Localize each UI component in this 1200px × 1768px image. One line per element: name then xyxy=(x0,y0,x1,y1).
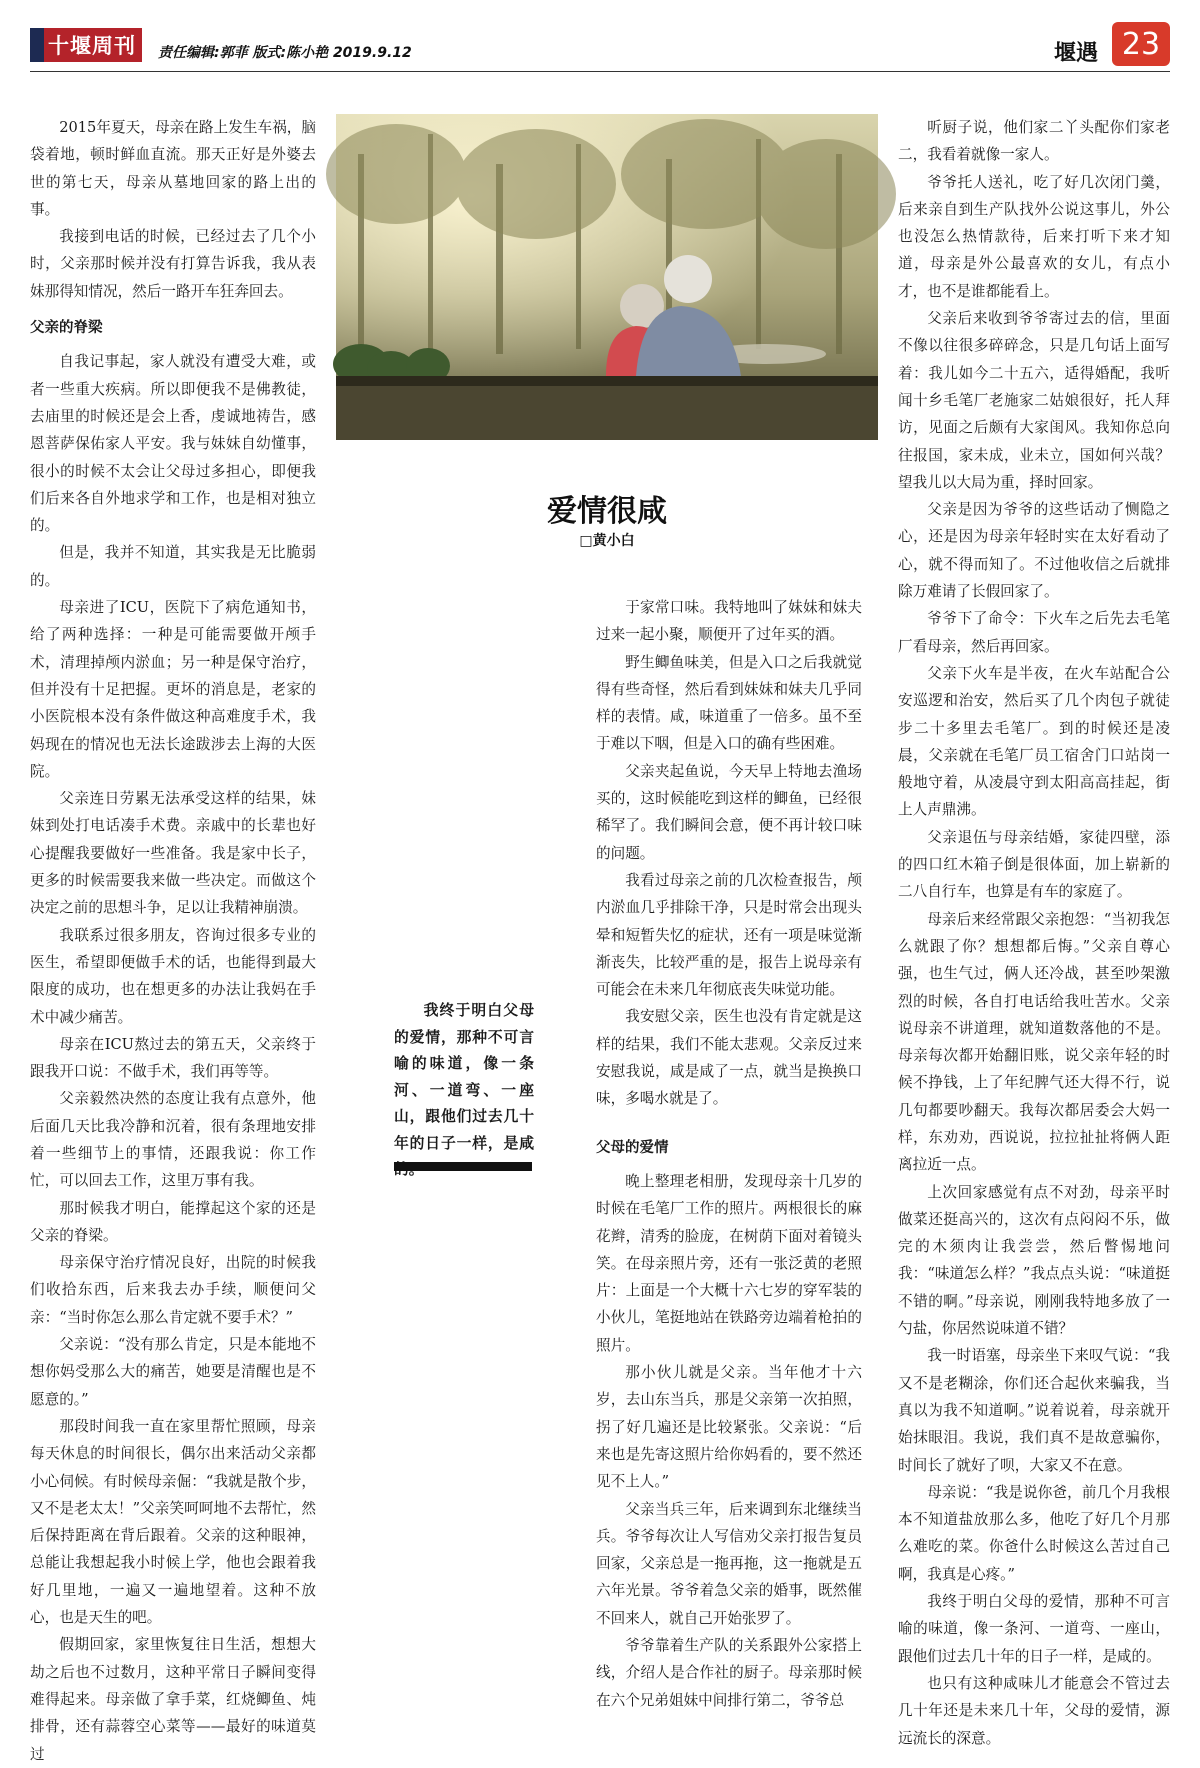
right-column xyxy=(898,114,1170,1747)
paragraph: 晚上整理老相册，发现母亲十几岁的时候在毛笔厂工作的照片。两根很长的麻花辫，清秀的脸庞，在树荫下面对着镜头笑。在母亲照片旁，还有一张泛黄的老照片：上面是一个大概十六七岁的穿军装的小伙儿，笔挺地站在铁路旁边端着枪拍的照片。 xyxy=(596,1172,862,1354)
section-label: 堰遇 xyxy=(1053,41,1098,66)
paragraph: 我联系过很多朋友，咨询过很多专业的医生，希望即便做手术的话，也能得到最大限度的成功，也在想更多的办法让我妈在手术中减少痛苦。 xyxy=(30,926,316,1026)
paragraph: 母亲后来经常跟父亲抱怨：“当初我怎么就跟了你？想想都后悔。”父亲自尊心强，也生气过，俩人还冷战，甚至吵架激烈的时候，各自打电话给我吐苦水。父亲说母亲不讲道理，就知道数落他的不是。母亲每次都开始翻旧账，说父亲年轻的时候不挣钱，上了年纪脾气还大得不行，说几句都要吵翻天。我每次都居委会大妈一样，东劝劝，西说说，拉拉扯扯将俩人距离拉近一点。 xyxy=(898,910,1170,1174)
article-photo xyxy=(336,114,878,440)
paragraph: 父亲连日劳累无法承受这样的结果，妹妹到处打电话凑手术费。亲戚中的长辈也好心提醒我要做好一些准备。我是家中长子，更多的时候需要我来做一些决定。而做这个决定之前的思想斗争，足以让我精神崩溃。 xyxy=(30,790,316,917)
paragraph: 母亲说：“我是说你爸，前几个月我根本不知道盐放那么多，他吃了好几个月那么难吃的菜。你爸什么时候这么苦过自己啊，我真是心疼。” xyxy=(898,1483,1170,1583)
right-paragraphs xyxy=(898,114,1170,1752)
paragraph: 那段时间我一直在家里帮忙照顾，母亲每天休息的时间很长，偶尔出来活动父亲都小心伺候。有时候母亲倔：“我就是散个步，又不是老太太！”父亲笑呵呵地不去帮忙，然后保持距离在背后跟着。父亲的这种眼神，总能让我想起我小时候上学，他也会跟着我好几里地，一遍又一遍地望着。这种不放心，也是天生的吧。 xyxy=(30,1417,316,1627)
paragraph: 我一时语塞，母亲坐下来叹气说：“我又不是老糊涂，你们还合起伙来骗我，当真以为我不知道啊。”说着说着，母亲就开始抹眼泪。我说，我们真不是故意骗你，时间长了就好了呗，大家又不在意。 xyxy=(898,1347,1170,1474)
paragraph: 我接到电话的时候，已经过去了几个小时，父亲那时候并没有打算告诉我，我从表妹那得知情况，然后一路开车狂奔回去。 xyxy=(30,228,316,300)
paragraph: 爷爷下了命令：下火车之后先去毛笔厂看母亲，然后再回家。 xyxy=(898,610,1170,655)
middle-paragraphs-b xyxy=(596,1168,862,1714)
logo-stripe xyxy=(30,28,44,62)
paragraph: 母亲在ICU熬过去的第五天，父亲终于跟我开口说：不做手术，我们再等等。 xyxy=(30,1035,316,1081)
middle-column xyxy=(596,594,862,1709)
paragraph: 父亲当兵三年，后来调到东北继续当兵。爷爷每次让人写信劝父亲打报告复员回家，父亲总是一拖再拖，这一拖就是五六年光景。爷爷着急父亲的婚事，既然催不回来人，就自己开始张罗了。 xyxy=(596,1500,862,1627)
page-number: 23 xyxy=(1112,22,1170,66)
article-title: 爱情很咸 xyxy=(547,494,667,529)
paragraph: 假期回家，家里恢复往日生活，想想大劫之后也不过数月，这种平常日子瞬间变得难得起来。母亲做了拿手菜，红烧鲫鱼、炖排骨，还有蒜蓉空心菜等——最好的味道莫过 xyxy=(30,1636,316,1763)
paragraph: 我终于明白父母的爱情，那种不可言喻的味道，像一条河、一道弯、一座山，跟他们过去几十年的日子一样，是咸的。 xyxy=(898,1593,1170,1665)
paragraph: 于家常口味。我特地叫了妹妹和妹夫过来一起小聚，顺便开了过年买的酒。 xyxy=(596,599,862,644)
paragraph: 野生鲫鱼味美，但是入口之后我就觉得有些奇怪，然后看到妹妹和妹夫几乎同样的表情。咸，味道重了一倍多。虽不至于难以下咽，但是入口的确有些困难。 xyxy=(596,653,862,753)
middle-paragraphs-a xyxy=(596,594,862,1113)
logo-text: 十堰周刊 xyxy=(48,34,136,58)
paragraph: 我安慰父亲，医生也没有肯定就是这样的结果，我们不能太悲观。父亲反过来安慰我说，咸是咸了一点，就当是换换口味，多喝水就是了。 xyxy=(596,1008,862,1108)
section-heading-parents: 父母的爱情 xyxy=(596,1139,669,1156)
paragraph: 自我记事起，家人就没有遭受大难，或者一些重大疾病。所以即便我不是佛教徒，去庙里的时候还是会上香，虔诚地祷告，感恩菩萨保佑家人平安。我与妹妹自幼懂事，很小的时候不太会让父母过多担心，即便我们后来各自外地求学和工作，也是相对独立的。 xyxy=(30,353,316,535)
paragraph: 那小伙儿就是父亲。当年他才十六岁，去山东当兵，那是父亲第一次拍照，拐了好几遍还是比较紧张。父亲说：“后来也是先寄这照片给你妈看的，要不然还见不上人。” xyxy=(596,1364,862,1491)
paragraph: 上次回家感觉有点不对劲，母亲平时做菜还挺高兴的，这次有点闷闷不乐，做完的木须肉让我尝尝，然后瞥惕地问我：“味道怎么样？”我点点头说：“味道挺不错的啊。”母亲说，刚刚我特地多放了一勺盐，你居然说味道不错？ xyxy=(898,1183,1170,1338)
paragraph: 爷爷托人送礼，吃了好几次闭门羹，后来亲自到生产队找外公说这事儿，外公也没怎么热情款待，后来打听下来才知道，母亲是外公最喜欢的女儿，有点小才，也不是谁都能看上。 xyxy=(898,173,1170,300)
header-rule xyxy=(30,71,1170,72)
masthead xyxy=(30,22,1170,70)
paragraph: 父亲后来收到爷爷寄过去的信，里面不像以往很多碎碎念，只是几句话上面写着：我儿如今二十五六，适得婚配，我听闻十乡毛笔厂老施家二姑娘很好，托人拜访，见面之后颇有大家闺风。我知你总向往报国，家未成，业未立，国如何兴哉？望我儿以大局为重，择时回家。 xyxy=(898,310,1170,491)
left-paragraphs-a xyxy=(30,114,316,305)
paragraph: 母亲进了ICU，医院下了病危通知书，给了两种选择：一种是可能需要做开颅手术，清理掉颅内淤血；另一种是保守治疗，但并没有十足把握。更坏的消息是，老家的小医院根本没有条件做这种高难度手术，我妈现在的情况也无法长途跋涉去上海的大医院。 xyxy=(30,599,316,780)
paragraph: 父亲说：“没有那么肯定，只是本能地不想你妈受那么大的痛苦，她要是清醒也是不愿意的。” xyxy=(30,1336,316,1408)
paragraph: 母亲保守治疗情况良好，出院的时候我们收拾东西，后来我去办手续，顺便问父亲：“当时你怎么那么肯定就不要手术？” xyxy=(30,1254,316,1326)
elderly-couple-photo xyxy=(336,114,878,440)
publication-logo xyxy=(30,28,142,62)
paragraph: 父亲毅然决然的态度让我有点意外，他后面几天比我冷静和沉着，很有条理地安排着一些细节上的事情，还跟我说：你工作忙，可以回去工作，这里万事有我。 xyxy=(30,1090,316,1190)
left-paragraphs-b xyxy=(30,348,316,1767)
paragraph: 但是，我并不知道，其实我是无比脆弱的。 xyxy=(30,544,316,589)
paragraph: 父亲是因为爷爷的这些话动了恻隐之心，还是因为母亲年轻时实在太好看动了心，就不得而知了。不过他收信之后就排除万难请了长假回家了。 xyxy=(898,501,1170,601)
paragraph: 父亲夹起鱼说，今天早上特地去渔场买的，这时候能吃到这样的鲫鱼，已经很稀罕了。我们瞬间会意，便不再计较口味的问题。 xyxy=(596,762,862,862)
paragraph: 2015年夏天，母亲在路上发生车祸，脑袋着地，顿时鲜血直流。那天正好是外婆去世的第七天，母亲从墓地回家的路上出的事。 xyxy=(30,119,316,218)
paragraph: 也只有这种咸味儿才能意会不管过去几十年还是未来几十年，父母的爱情，源远流长的深意。 xyxy=(898,1674,1170,1747)
paragraph: 爷爷靠着生产队的关系跟外公家搭上线，介绍人是合作社的厨子。母亲那时候在六个兄弟姐妹中间排行第二，爷爷总 xyxy=(596,1636,862,1709)
article-byline: □黄小白 xyxy=(579,533,635,549)
paragraph: 父亲退伍与母亲结婚，家徒四壁，添的四口红木箱子倒是很体面，加上崭新的二八自行车，也算是有车的家庭了。 xyxy=(898,828,1170,901)
paragraph: 我看过母亲之前的几次检查报告，颅内淤血几乎排除干净，只是时常会出现头晕和短暂失忆的症状，还有一项是味觉渐渐丧失，比较严重的是，报告上说母亲有可能会在未来几年彻底丧失味觉功能。 xyxy=(596,871,862,999)
left-column xyxy=(30,114,316,1763)
paragraph: 父亲下火车是半夜，在火车站配合公安巡逻和治安，然后买了几个肉包子就徒步二十多里去毛笔厂。到的时候还是凌晨，父亲就在毛笔厂员工宿舍门口站岗一般地守着，从凌晨守到太阳高高挂起，街上人声鼎沸。 xyxy=(898,664,1170,819)
pull-quote: 我终于明白父母的爱情，那种不可言喻的味道，像一条河、一道弯、一座山，跟他们过去几十年的日子一样，是咸 xyxy=(394,1002,534,1152)
pull-quote-bar xyxy=(394,1162,532,1171)
editor-credits: 责任编辑:郭菲 版式:陈小艳 2019.9.12 xyxy=(158,45,412,61)
paragraph: 那时候我才明白，能撑起这个家的还是父亲的脊梁。 xyxy=(30,1199,316,1244)
paragraph: 听厨子说，他们家二丫头配你们家老二，我看着就像一家人。 xyxy=(898,119,1170,164)
section-heading-father: 父亲的脊梁 xyxy=(30,320,103,337)
